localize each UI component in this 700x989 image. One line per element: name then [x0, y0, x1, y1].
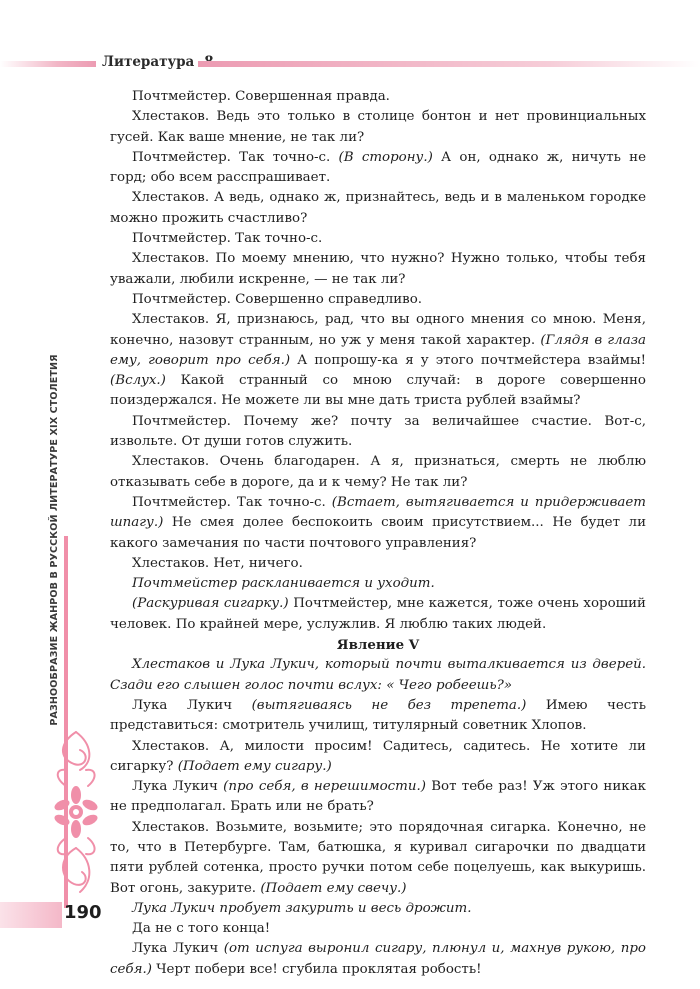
- dialogue-text: Не смея долее беспокоить своим присутствием... Не будет ли какого замечания по части почтового управления?: [110, 515, 646, 551]
- page-number-decor: [0, 902, 62, 928]
- dialogue-text: Хлестаков. Ведь это только в столице бонтон и нет провинциальных гусей. Как ваше мнение, не так ли?: [110, 109, 646, 145]
- dialogue-text: Почтмейстер. Совершенно справедливо.: [132, 291, 423, 307]
- stage-direction: (от испуга выронил сигару, плюнул и, махнув рукою, про себя.): [110, 941, 646, 977]
- play-paragraph: [110, 493, 646, 554]
- section-side-label-text: РАЗНООБРАЗИЕ ЖАНРОВ В РУССКОЙ ЛИТЕРАТУРЕ XIX СТОЛЕТИЯ: [49, 354, 60, 726]
- stage-direction: Лука Лукич пробует закурить и весь дрожит.: [132, 900, 472, 916]
- stage-direction: (Раскуривая сигарку.): [132, 596, 289, 612]
- dialogue-text: Лука Лукич: [132, 779, 224, 795]
- play-paragraph: [110, 148, 646, 189]
- dialogue-text: Почтмейстер. Так точно-с.: [132, 149, 339, 165]
- play-paragraph: [110, 737, 646, 778]
- dialogue-text: Хлестаков. А ведь, однако ж, признайтесь, ведь и в маленьком городке можно прожить счастливо?: [110, 190, 646, 226]
- stage-direction: (вытягиваясь не без трепета.): [251, 697, 527, 713]
- play-text: [110, 87, 646, 980]
- play-paragraph: [110, 777, 646, 818]
- book-title: [102, 54, 214, 70]
- dialogue-text: Хлестаков. Я, признаюсь, рад, что вы одного мнения со мною. Меня, конечно, назовут странным, но уж у меня такой характер.: [110, 312, 646, 348]
- play-paragraph: [110, 919, 646, 939]
- play-paragraph: [110, 452, 646, 493]
- stage-direction: (Вслух.): [110, 373, 166, 389]
- play-paragraph: [110, 249, 646, 290]
- dialogue-text: Хлестаков. По моему мнению, что нужно? Нужно только, чтобы тебя уважали, любили искренне, — не так ли?: [110, 251, 646, 287]
- play-paragraph: [110, 310, 646, 411]
- running-header: [0, 52, 700, 76]
- stage-direction: (В сторону.): [338, 149, 433, 165]
- stage-direction: (про себя, в нерешимости.): [223, 779, 426, 795]
- play-paragraph: [110, 229, 646, 249]
- dialogue-text: Почтмейстер. Совершенная правда.: [132, 89, 390, 104]
- stage-direction: (Подает ему свечу.): [260, 880, 407, 896]
- dialogue-text: Почтмейстер, мне кажется, тоже очень хороший человек. По крайней мере, услужлив. Я люблю таких людей.: [110, 596, 646, 632]
- dialogue-text: Вот тебе раз! Уж этого никак не предполагал. Брать или не брать?: [110, 779, 647, 815]
- dialogue-text: Почтмейстер. Почему же? почту за величайшее счастие. Вот-с, извольте. От души готов служить.: [110, 413, 646, 450]
- dialogue-text: Хлестаков. Нет, ничего.: [132, 555, 303, 571]
- header-decor-bar-right: [198, 61, 700, 67]
- dialogue-text: Хлестаков. Возьмите, возьмите; это порядочная сигарка. Конечно, не то, что в Петербурге. Там, батюшка, я куривал сигарочки по двадцати пяти рублей сотенка, просто ручки потом себе поцелуешь, как выкуришь. Вот огонь, закурите.: [110, 819, 646, 896]
- play-paragraph: [110, 107, 646, 148]
- dialogue-text: Черт побери все! сгубила проклятая робость!: [151, 961, 482, 977]
- dialogue-text: Почтмейстер. Так точно-с.: [132, 494, 332, 510]
- play-paragraph: [110, 290, 646, 310]
- play-paragraph: [110, 655, 646, 696]
- header-decor-bar-left: [0, 61, 96, 67]
- dialogue-text: Да не с того конца!: [132, 921, 271, 937]
- play-paragraph: [110, 696, 646, 737]
- scene-heading: Явление V: [336, 637, 420, 654]
- stage-direction: (Глядя в глаза ему, говорит про себя.): [110, 332, 646, 368]
- stage-direction: (Подает ему сигару.): [177, 758, 332, 774]
- play-paragraph: [110, 899, 646, 919]
- dialogue-text: Почтмейстер. Так точно-с.: [132, 231, 323, 247]
- play-paragraph: [110, 87, 646, 107]
- dialogue-text: А он, однако ж, ничуть не горд; обо всем расспрашивает.: [110, 149, 646, 186]
- dialogue-text: Хлестаков. А, милости просим! Садитесь, садитесь. Не хотите ли сигарку?: [110, 738, 646, 774]
- dialogue-text: Лука Лукич: [132, 697, 252, 713]
- dialogue-text: Лука Лукич: [132, 941, 224, 957]
- stage-direction: (Встает, вытягивается и придерживает шпагу.): [110, 494, 646, 531]
- play-paragraph: [110, 594, 646, 635]
- play-paragraph: [110, 554, 646, 574]
- floral-ornament-icon: [52, 728, 100, 900]
- play-paragraph: [110, 412, 646, 453]
- dialogue-text: Имею честь представиться: смотритель училищ, титулярный советник Хлопов.: [110, 697, 647, 734]
- dialogue-text: А попрошу-ка я у этого почтмейстера взаймы!: [290, 352, 646, 368]
- dialogue-text: Хлестаков. Очень благодарен. А я, признаться, смерть не люблю отказывать себе в дороге, да и к чему? Не так ли?: [110, 454, 646, 490]
- dialogue-text: Какой странный со мною случай: в дороге совершенно поиздержался. Не можете ли вы мне дать триста рублей взаймы?: [110, 373, 646, 409]
- stage-direction: Почтмейстер раскланивается и уходит.: [132, 576, 435, 592]
- play-paragraph: [110, 939, 646, 980]
- play-paragraph: [110, 574, 646, 594]
- page-number: 190: [64, 902, 102, 923]
- book-title-text: Литература: [102, 54, 195, 70]
- play-paragraph: [110, 818, 646, 899]
- play-paragraph: [110, 188, 646, 229]
- stage-direction: Хлестаков и Лука Лукич, который почти выталкивается из дверей. Сзади его слышен голос почти вслух: « Чего робеешь?»: [110, 657, 646, 693]
